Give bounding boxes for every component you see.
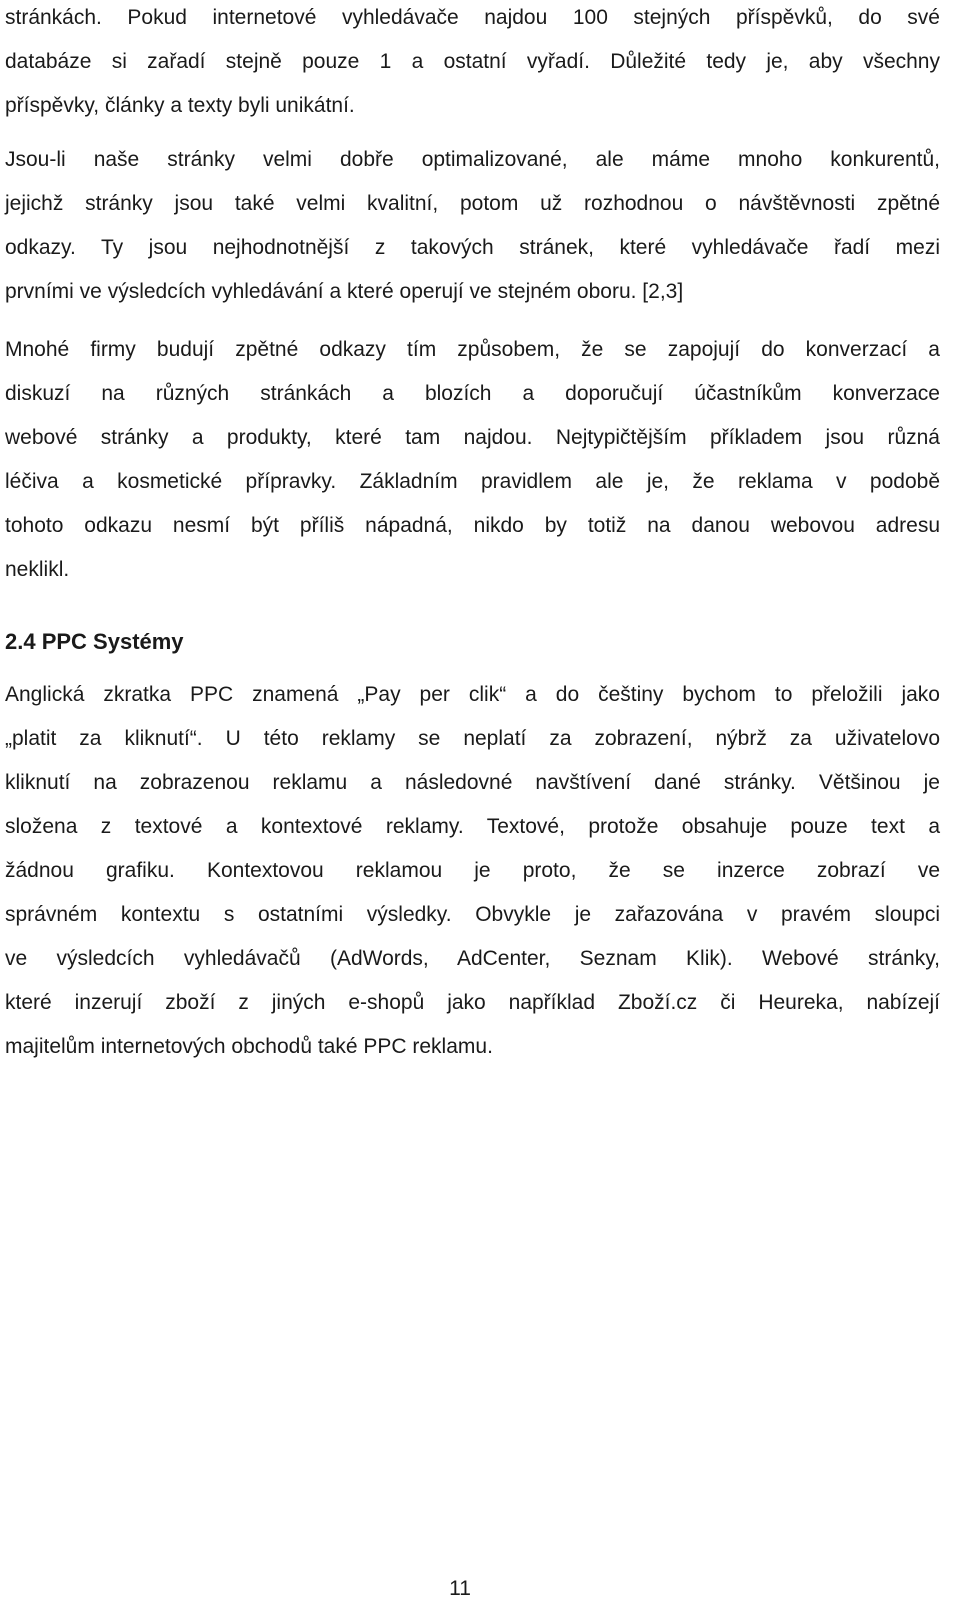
text-line: tohoto odkazu nesmí být příliš nápadná, nikdo by totiž na danou webovou adresu — [5, 514, 940, 537]
text-line: majitelům internetových obchodů také PPC reklamu. — [5, 1035, 493, 1058]
text-line: jejichž stránky jsou také velmi kvalitní, potom už rozhodnou o návštěvnosti zpětné — [5, 192, 940, 215]
section-heading: 2.4 PPC Systémy — [5, 629, 184, 654]
text-line: stránkách. Pokud internetové vyhledávače najdou 100 stejných příspěvků, do své — [5, 6, 940, 29]
text-line: databáze si zařadí stejně pouze 1 a ostatní vyřadí. Důležité tedy je, aby všechny — [5, 50, 940, 73]
text-line: správném kontextu s ostatními výsledky. Obvykle je zařazována v pravém sloupci — [5, 903, 940, 926]
text-line: složena z textové a kontextové reklamy. Textové, protože obsahuje pouze text a — [5, 815, 940, 838]
paragraph-ppc — [5, 673, 940, 1069]
text-line: kliknutí na zobrazenou reklamu a následovné navštívení dané stránky. Většinou je — [5, 771, 940, 794]
text-line: příspěvky, články a texty byli unikátní. — [5, 94, 355, 117]
paragraph-intro — [5, 0, 940, 128]
text-line: diskuzí na různých stránkách a blozích a doporučují účastníkům konverzace — [5, 382, 940, 405]
text-line: Jsou-li naše stránky velmi dobře optimalizované, ale máme mnoho konkurentů, — [5, 148, 940, 171]
paragraph-backlinks — [5, 138, 940, 314]
text-line: „platit za kliknutí“. U této reklamy se neplatí za zobrazení, nýbrž za uživatelovo — [5, 727, 940, 750]
page-number: 11 — [449, 1577, 471, 1600]
text-line: Anglická zkratka PPC znamená „Pay per clik“ a do češtiny bychom to přeložili jako — [5, 683, 940, 706]
text-line: webové stránky a produkty, které tam najdou. Nejtypičtějším příkladem jsou různá — [5, 426, 940, 449]
text-line: žádnou grafiku. Kontextovou reklamou je proto, že se inzerce zobrazí ve — [5, 859, 940, 882]
text-line: léčiva a kosmetické přípravky. Základním pravidlem ale je, že reklama v podobě — [5, 470, 940, 493]
text-line: ve výsledcích vyhledávačů (AdWords, AdCenter, Seznam Klik). Webové stránky, — [5, 947, 940, 970]
text-line: Mnohé firmy budují zpětné odkazy tím způsobem, že se zapojují do konverzací a — [5, 338, 940, 361]
paragraph-firms — [5, 328, 940, 592]
text-line: které inzerují zboží z jiných e-shopů jako například Zboží.cz či Heureka, nabízejí — [5, 991, 940, 1014]
text-line: odkazy. Ty jsou nejhodnotnější z takových stránek, které vyhledávače řadí mezi — [5, 236, 940, 259]
text-line: prvními ve výsledcích vyhledávání a které operují ve stejném oboru. [2,3] — [5, 280, 684, 303]
text-line: neklikl. — [5, 558, 70, 581]
